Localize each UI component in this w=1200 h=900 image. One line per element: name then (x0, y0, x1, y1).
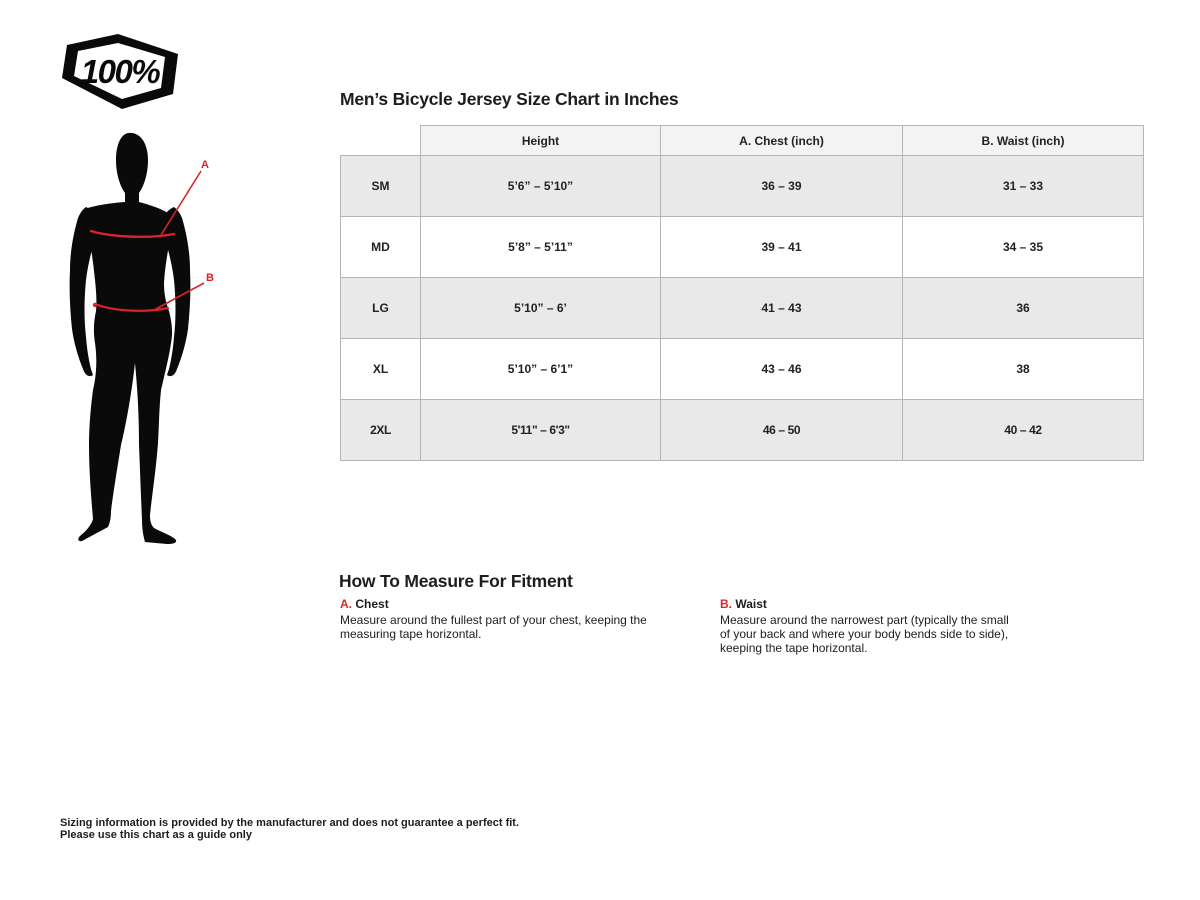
height-cell: 5’6” – 5’10” (421, 156, 661, 217)
measure-key-b: B. (720, 597, 732, 611)
size-cell: 2XL (341, 400, 421, 461)
size-cell: LG (341, 278, 421, 339)
waist-cell: 36 (903, 278, 1144, 339)
body-silhouette (78, 133, 176, 544)
measure-instruction-chest (340, 597, 670, 641)
measure-name-chest: Chest (355, 597, 389, 611)
table-header-row (341, 126, 1144, 156)
height-cell: 5’10” – 6’1” (421, 339, 661, 400)
size-cell: MD (341, 217, 421, 278)
size-cell: SM (341, 156, 421, 217)
table-row-2xl (341, 400, 1144, 461)
how-to-measure-title: How To Measure For Fitment (339, 571, 573, 591)
height-cell: 5'11" – 6'3" (421, 400, 661, 461)
measure-name-waist: Waist (735, 597, 767, 611)
size-chart-table (340, 125, 1144, 461)
waist-cell: 31 – 33 (903, 156, 1144, 217)
table-row-md (341, 217, 1144, 278)
size-chart-title: Men’s Bicycle Jersey Size Chart in Inches (340, 89, 679, 109)
measure-instruction-waist (720, 597, 1020, 655)
chest-cell: 43 – 46 (661, 339, 903, 400)
measure-text-waist: Measure around the narrowest part (typically the small of your back and where your body bends side to side), keeping the tape horizontal. (720, 613, 1009, 655)
disclaimer-line-2: Please use this chart as a guide only (60, 829, 252, 841)
logo-text: 100% (80, 53, 160, 90)
male-figure-silhouette (55, 105, 225, 555)
height-cell: 5’8” – 5’11” (421, 217, 661, 278)
header-cell-height: Height (421, 126, 661, 156)
waist-cell: 40 – 42 (903, 400, 1144, 461)
measure-text-chest: Measure around the fullest part of your chest, keeping the measuring tape horizontal. (340, 613, 647, 641)
header-cell-waist: B. Waist (inch) (903, 126, 1144, 156)
chest-cell: 46 – 50 (661, 400, 903, 461)
measurement-label-b: B (206, 272, 214, 284)
chest-cell: 39 – 41 (661, 217, 903, 278)
header-cell-blank (341, 126, 421, 156)
measure-heading-chest (340, 597, 670, 611)
table-row-xl (341, 339, 1144, 400)
waist-cell: 34 – 35 (903, 217, 1144, 278)
waist-cell: 38 (903, 339, 1144, 400)
table-row-sm (341, 156, 1144, 217)
measure-heading-waist (720, 597, 1020, 611)
table-row-lg (341, 278, 1144, 339)
measurement-label-a: A (201, 159, 209, 171)
header-cell-chest: A. Chest (inch) (661, 126, 903, 156)
chest-cell: 41 – 43 (661, 278, 903, 339)
chest-cell: 36 – 39 (661, 156, 903, 217)
size-cell: XL (341, 339, 421, 400)
disclaimer-line-1: Sizing information is provided by the manufacturer and does not guarantee a perfect fit. (60, 817, 520, 829)
brand-logo-icon (58, 33, 180, 109)
height-cell: 5’10” – 6’ (421, 278, 661, 339)
sizing-disclaimer (60, 817, 519, 841)
measure-key-a: A. (340, 597, 352, 611)
